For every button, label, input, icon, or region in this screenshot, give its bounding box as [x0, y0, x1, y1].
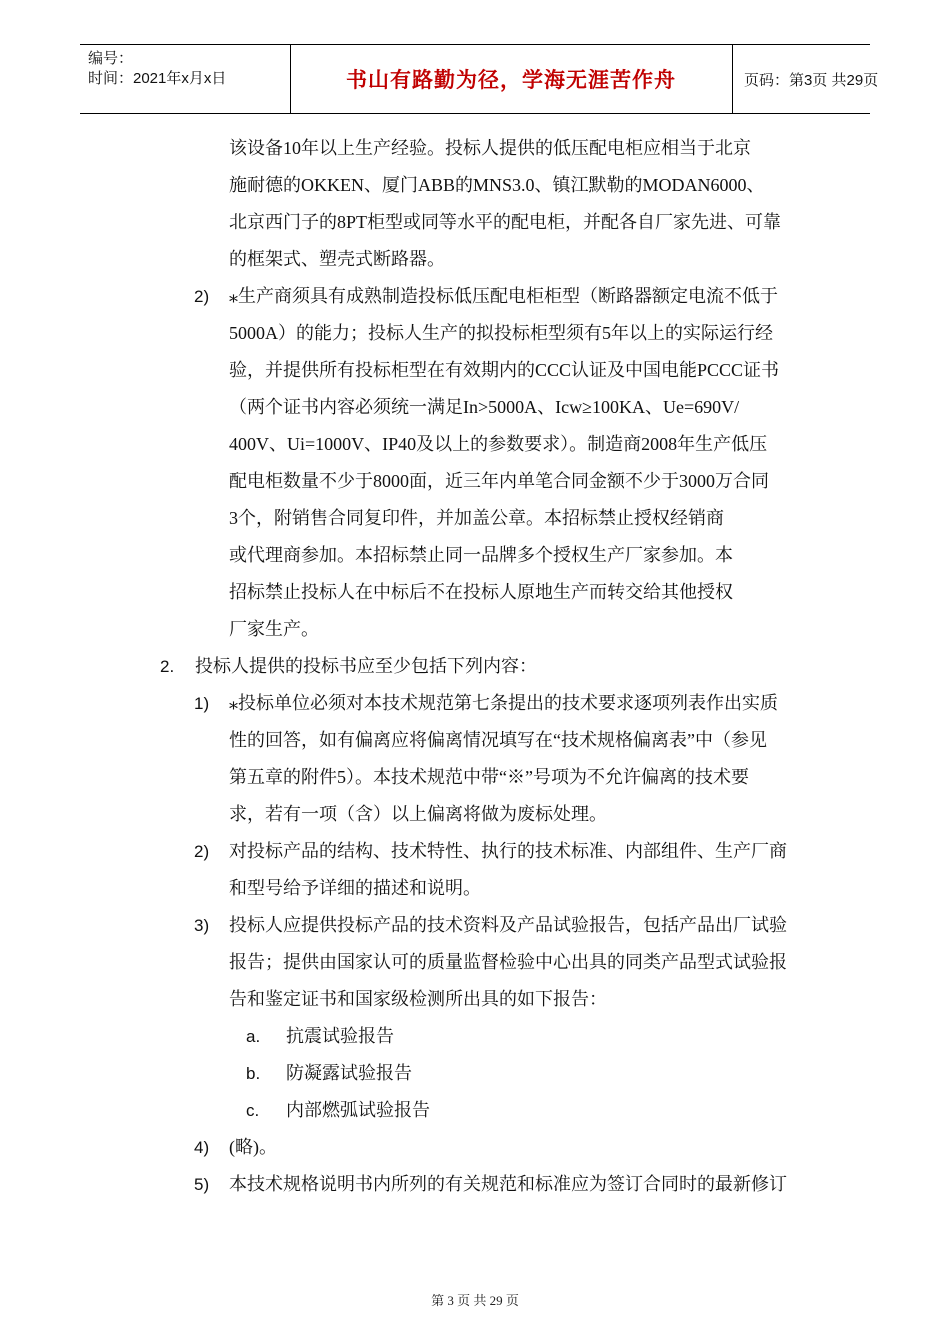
- text-line: 配电柜数量不少于8000面，近三年内单笔合同金额不少于3000万合同: [229, 471, 769, 491]
- document-body: [0, 130, 950, 1203]
- list-marker: 3): [194, 916, 210, 935]
- text-line: 的框架式、塑壳式断路器。: [229, 249, 445, 269]
- paragraph: [0, 1018, 950, 1055]
- list-marker: 1): [194, 694, 210, 713]
- text-line: 验，并提供所有投标柜型在有效期内的CCC认证及中国电能PCCC证书: [229, 360, 780, 380]
- header-divider: [732, 45, 733, 113]
- paragraph: [0, 1129, 950, 1166]
- text-line: 投标人提供的投标书应至少包括下列内容：: [195, 656, 537, 676]
- paragraph: [0, 130, 950, 278]
- header-meta: [88, 49, 288, 89]
- text-line: 厂家生产。: [229, 619, 319, 639]
- paragraph: [0, 1092, 950, 1129]
- list-marker: b.: [246, 1064, 261, 1083]
- list-marker: 2.: [160, 657, 175, 676]
- text-line: 北京西门子的8PT柜型或同等水平的配电柜，并配各自厂家先进、可靠: [229, 212, 782, 232]
- text-line: 400V、Ui=1000V、IP40及以上的参数要求）。制造商2008年生产低压: [229, 434, 768, 454]
- list-marker: c.: [246, 1101, 260, 1120]
- list-marker: a.: [246, 1027, 261, 1046]
- text-line: 报告；提供由国家认可的质量监督检验中心出具的同类产品型式试验报: [229, 952, 787, 972]
- header-time-label: 时间：2021年x月x日: [88, 70, 227, 87]
- text-line: 施耐德的OKKEN、厦门ABB的MNS3.0、镇江默勒的MODAN6000、: [229, 175, 765, 195]
- list-marker: 2): [194, 842, 210, 861]
- text-line: 本技术规格说明书内所列的有关规范和标准应为签订合同时的最新修订: [229, 1174, 787, 1194]
- header-motto: 书山有路勤为径，学海无涯苦作舟: [346, 68, 676, 92]
- text-line: 第五章的附件5）。本技术规范中带“※”号项为不允许偏离的技术要: [229, 767, 749, 787]
- text-line: (略)。: [229, 1137, 277, 1157]
- paragraph: [0, 907, 950, 1018]
- list-marker: 5): [194, 1175, 210, 1194]
- text-line: 该设备10年以上生产经验。投标人提供的低压配电柜应相当于北京: [229, 138, 751, 158]
- text-line: 3个，附销售合同复印件，并加盖公章。本招标禁止授权经销商: [229, 508, 724, 528]
- text-line: 5000A）的能力；投标人生产的拟投标柜型须有5年以上的实际运行经: [229, 323, 773, 343]
- paragraph: [0, 1055, 950, 1092]
- text-line: 对投标产品的结构、技术特性、执行的技术标准、内部组件、生产厂商: [229, 841, 787, 861]
- text-line: ⁎生产商须具有成熟制造投标低压配电柜柜型（断路器额定电流不低于: [229, 286, 778, 306]
- text-line: 内部燃弧试验报告: [286, 1100, 430, 1120]
- text-line: 告和鉴定证书和国家级检测所出具的如下报告：: [229, 989, 607, 1009]
- text-line: 或代理商参加。本招标禁止同一品牌多个授权生产厂家参加。本: [229, 545, 733, 565]
- text-line: 求，若有一项（含）以上偏离将做为废标处理。: [229, 804, 607, 824]
- text-line: 抗震试验报告: [286, 1026, 394, 1046]
- text-line: 招标禁止投标人在中标后不在投标人原地生产而转交给其他授权: [229, 582, 733, 602]
- text-line: （两个证书内容必须统一满足In>5000A、Icw≥100KA、Ue=690V/: [229, 397, 740, 417]
- paragraph: [0, 1166, 950, 1203]
- header-number-label: 编号：: [88, 50, 134, 67]
- paragraph: [0, 278, 950, 648]
- paragraph: [0, 648, 950, 685]
- list-marker: 4): [194, 1138, 210, 1157]
- paragraph: [0, 833, 950, 907]
- header-page-info: 页码：第3页 共29页: [744, 71, 879, 89]
- text-line: 和型号给予详细的描述和说明。: [229, 878, 481, 898]
- list-marker: 2): [194, 287, 210, 306]
- text-line: 性的回答，如有偏离应将偏离情况填写在“技术规格偏离表”中（参见: [229, 730, 767, 750]
- paragraph: [0, 685, 950, 833]
- text-line: 投标人应提供投标产品的技术资料及产品试验报告，包括产品出厂试验: [229, 915, 787, 935]
- text-line: 防凝露试验报告: [286, 1063, 412, 1083]
- page-header: [80, 44, 879, 114]
- text-line: ⁎投标单位必须对本技术规范第七条提出的技术要求逐项列表作出实质: [229, 693, 778, 713]
- page-footer: 第 3 页 共 29 页: [431, 1293, 519, 1308]
